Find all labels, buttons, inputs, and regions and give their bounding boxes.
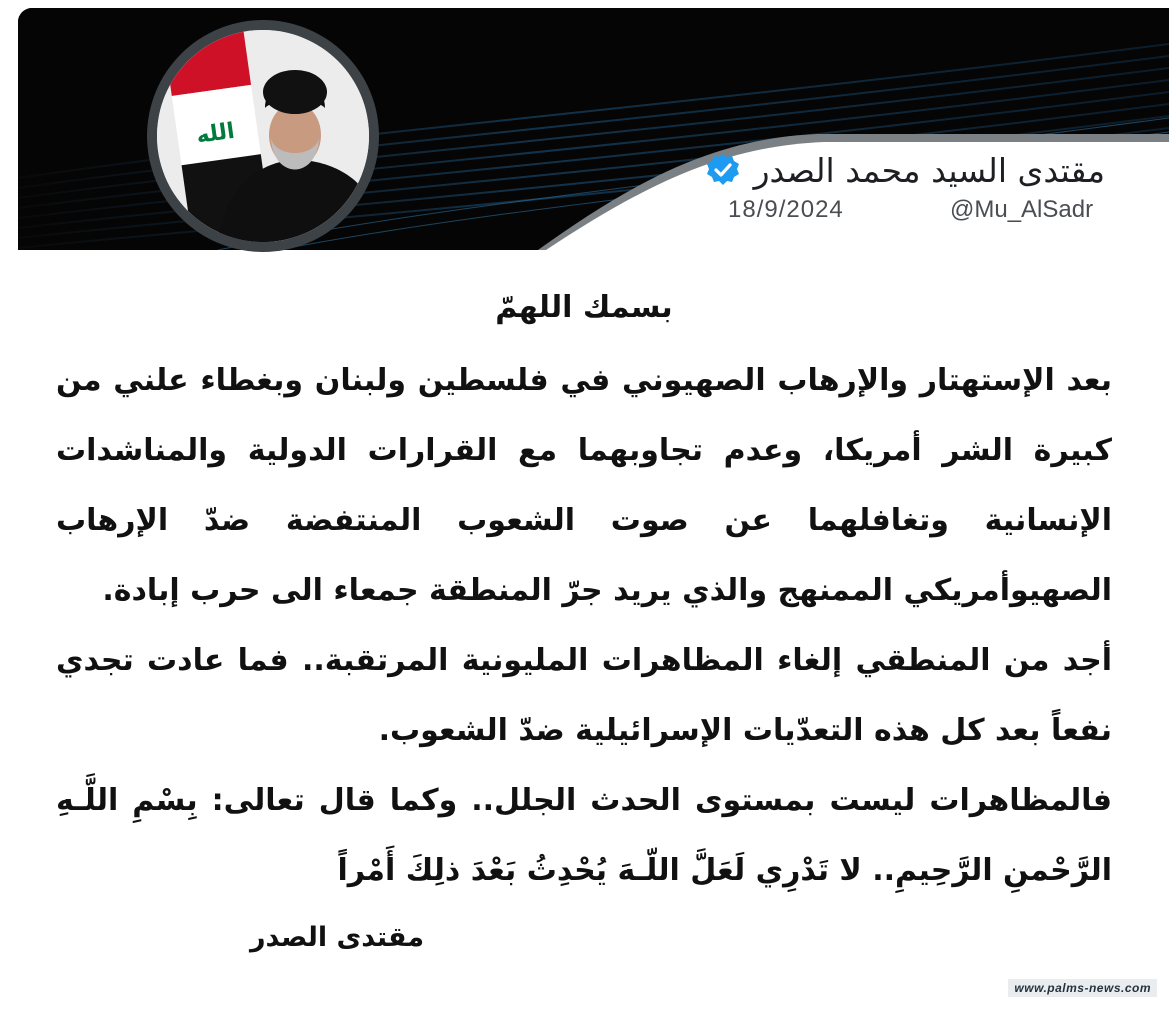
watermark: www.palms-news.com bbox=[1008, 979, 1157, 997]
post-date: 18/9/2024 bbox=[728, 196, 844, 223]
statement-paragraph: فالمظاهرات ليست بمستوى الحدث الجلل.. وكما قال تعالى: بِسْمِ اللَّـهِ الرَّحْمنِ الرَّحِيمِ.. لا تَدْرِي لَعَلَّ اللّـهَ يُحْدِثُ بَعْدَ ذلِكَ أَمْراً bbox=[56, 783, 1112, 888]
statement-heading: بسمك اللهمّ bbox=[495, 290, 673, 325]
user-handle[interactable]: @Mu_AlSadr bbox=[950, 196, 1094, 223]
statement-paragraph: بعد الإستهتار والإرهاب الصهيوني في فلسطين ولبنان وبغطاء علني من كبيرة الشر أمريكا، وعدم تجاوبهما مع القرارات الدولية والمناشدات الإنسانية وتغافلهما عن صوت الشعوب المنتفضة ضدّ الإرهاب الصهيوأمريكي الممنهج والذي يريد جرّ المنطقة جمعاء الى حرب إبادة. bbox=[56, 363, 1112, 608]
profile-photo bbox=[157, 30, 369, 242]
svg-text:الله: الله bbox=[194, 118, 237, 149]
avatar[interactable] bbox=[157, 30, 369, 242]
statement-paragraph: أجد من المنطقي إلغاء المظاهرات المليونية المرتقبة.. فما عادت تجدي نفعاً بعد كل هذه التعدّيات الإسرائيلية ضدّ الشعوب. bbox=[56, 643, 1112, 748]
verified-check-icon bbox=[706, 153, 740, 187]
signature: مقتدى الصدر bbox=[250, 922, 425, 953]
display-name[interactable]: مقتدى السيد محمد الصدر bbox=[753, 150, 1105, 190]
name-row bbox=[706, 148, 1105, 192]
statement-body bbox=[56, 284, 1112, 906]
